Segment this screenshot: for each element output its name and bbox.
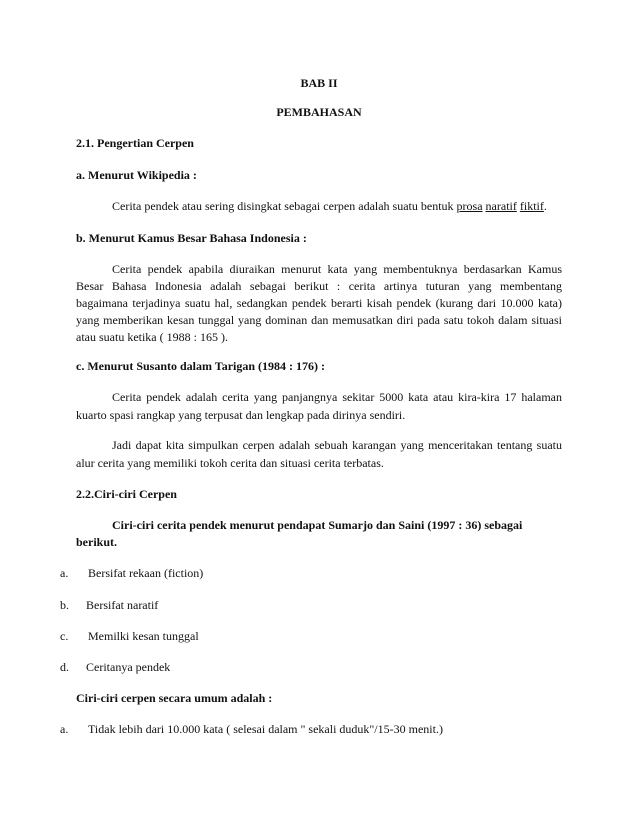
susanto-line-2: kuarto spasi rangkap yang terpusat dan lengkap pada dirinya sendiri.	[76, 408, 406, 422]
kbbi-line-1: Cerita pendek apabila diuraikan menurut kata yang membentuknya berdasarkan Kamus	[112, 262, 562, 276]
subheading-wikipedia: a. Menurut Wikipedia :	[76, 168, 197, 182]
list-item-index: a.	[60, 566, 69, 580]
section-heading-2-1: 2.1. Pengertian Cerpen	[76, 136, 194, 150]
conclusion-line-2: alur cerita yang memiliki tokoh cerita dan situasi cerita terbatas.	[76, 456, 384, 470]
conclusion-line-1: Jadi dapat kita simpulkan cerpen adalah sebuah karangan yang menceritakan tentang suatu	[112, 438, 562, 452]
characteristics-intro-line-2: berikut.	[76, 535, 118, 549]
subheading-kbbi: b. Menurut Kamus Besar Bahasa Indonesia :	[76, 231, 307, 245]
list-item: Bersifat naratif	[86, 598, 159, 612]
link-naratif[interactable]: naratif	[485, 199, 517, 213]
kbbi-line-3: bagaimana terjadinya suatu hal, sedangkan pendek berarti kisah pendek (kurang dari 10.000 kata)	[76, 296, 562, 310]
list-item-index: b.	[60, 598, 69, 612]
susanto-line-1: Cerita pendek adalah cerita yang panjangnya sekitar 5000 kata atau kira-kira 17 halaman	[112, 390, 562, 404]
list-item: Memilki kesan tunggal	[88, 629, 199, 643]
list-item-index: c.	[60, 629, 69, 643]
chapter-subtitle: PEMBAHASAN	[276, 105, 362, 119]
kbbi-line-2: Besar Bahasa Indonesia adalah sebagai berikut : cerita artinya tuturan yang membentang	[76, 279, 562, 293]
list-item: Tidak lebih dari 10.000 kata ( selesai dalam " sekali duduk"/15-30 menit.)	[88, 722, 443, 736]
characteristics-intro-line-1: Ciri-ciri cerita pendek menurut pendapat Sumarjo dan Saini (1997 : 36) sebagai	[112, 518, 523, 532]
subheading-susanto: c. Menurut Susanto dalam Tarigan (1984 : 176) :	[76, 359, 326, 373]
list-item-index: a.	[60, 722, 69, 736]
list-item-index: d.	[60, 660, 69, 674]
chapter-title: BAB II	[300, 76, 338, 90]
kbbi-line-4: yang memberikan kesan tunggal yang dominan dan memusatkan diri pada satu tokoh dalam situasi	[76, 313, 562, 327]
list-item: Ceritanya pendek	[86, 660, 171, 674]
wikipedia-definition-text: Cerita pendek atau sering disingkat sebagai cerpen adalah suatu bentuk	[112, 199, 457, 213]
link-fiktif[interactable]: fiktif	[519, 199, 544, 213]
link-prosa[interactable]: prosa	[456, 199, 483, 213]
section-heading-2-2: 2.2.Ciri-ciri Cerpen	[76, 487, 177, 501]
wikipedia-definition: Cerita pendek atau sering disingkat sebagai cerpen adalah suatu bentuk prosa naratif fiktif.	[112, 199, 547, 213]
kbbi-line-5: atau suatu ketika ( 1988 : 165 ).	[76, 330, 228, 344]
general-characteristics-heading: Ciri-ciri cerpen secara umum adalah :	[76, 691, 273, 705]
list-item: Bersifat rekaan (fiction)	[88, 566, 204, 580]
